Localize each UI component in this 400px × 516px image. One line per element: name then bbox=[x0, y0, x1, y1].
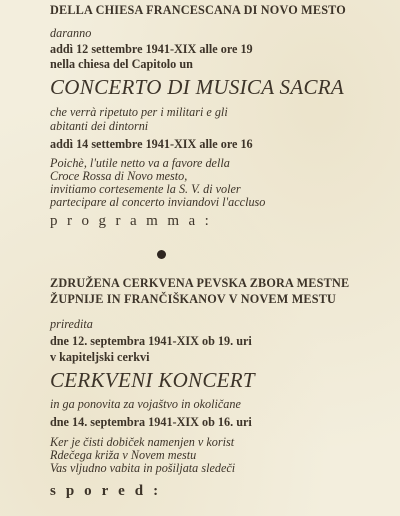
slovene-repeat-line: in ga ponovita za vojaštvo in okoličane bbox=[50, 397, 241, 411]
italian-header: DELLA CHIESA FRANCESCANA DI NOVO MESTO bbox=[50, 3, 346, 17]
slovene-date-2: dne 14. septembra 1941-XIX ob 16. uri bbox=[50, 415, 252, 429]
italian-daranno: daranno bbox=[50, 26, 92, 40]
slovene-priredita: priredita bbox=[50, 317, 93, 331]
italian-repeat-line-2: abitanti dei dintorni bbox=[50, 119, 149, 133]
slovene-note-line-2: Rdečega križa v Novem mestu bbox=[50, 448, 197, 462]
italian-note-line-3: invitiamo cortesemente la S. V. di voler bbox=[50, 182, 241, 196]
italian-note-line-4: partecipare al concerto inviandovi l'accluso bbox=[50, 195, 266, 209]
slovene-header-line-1: ZDRUŽENA CERKVENA PEVSKA ZBORA MESTNE bbox=[50, 276, 350, 290]
slovene-place: v kapiteljski cerkvi bbox=[50, 350, 150, 364]
slovene-note-line-3: Vas vljudno vabita in pošiljata sledeči bbox=[50, 461, 236, 475]
slovene-date-1: dne 12. septembra 1941-XIX ob 19. uri bbox=[50, 334, 252, 348]
slovene-spored-heading: spored: bbox=[50, 483, 169, 499]
italian-date-2: addì 14 settembre 1941-XIX alle ore 16 bbox=[50, 137, 253, 151]
slovene-note-line-1: Ker je čisti dobiček namenjen v korist bbox=[50, 435, 235, 449]
italian-repeat-line-1: che verrà ripetuto per i militari e gli bbox=[50, 105, 228, 119]
italian-note-line-1: Poichè, l'utile netto va a favore della bbox=[50, 156, 230, 170]
slovene-header-line-2: ŽUPNIJE IN FRANČIŠKANOV V NOVEM MESTU bbox=[50, 292, 337, 306]
italian-programma-heading: programma: bbox=[50, 213, 219, 229]
italian-concert-title: CONCERTO DI MUSICA SACRA bbox=[50, 75, 345, 99]
italian-place: nella chiesa del Capitolo un bbox=[50, 57, 193, 71]
slovene-concert-title: CERKVENI KONCERT bbox=[50, 368, 255, 392]
italian-note-line-2: Croce Rossa di Novo mesto, bbox=[50, 169, 188, 183]
bullet-dot-icon bbox=[157, 250, 166, 259]
italian-date-1: addì 12 settembre 1941-XIX alle ore 19 bbox=[50, 42, 253, 56]
